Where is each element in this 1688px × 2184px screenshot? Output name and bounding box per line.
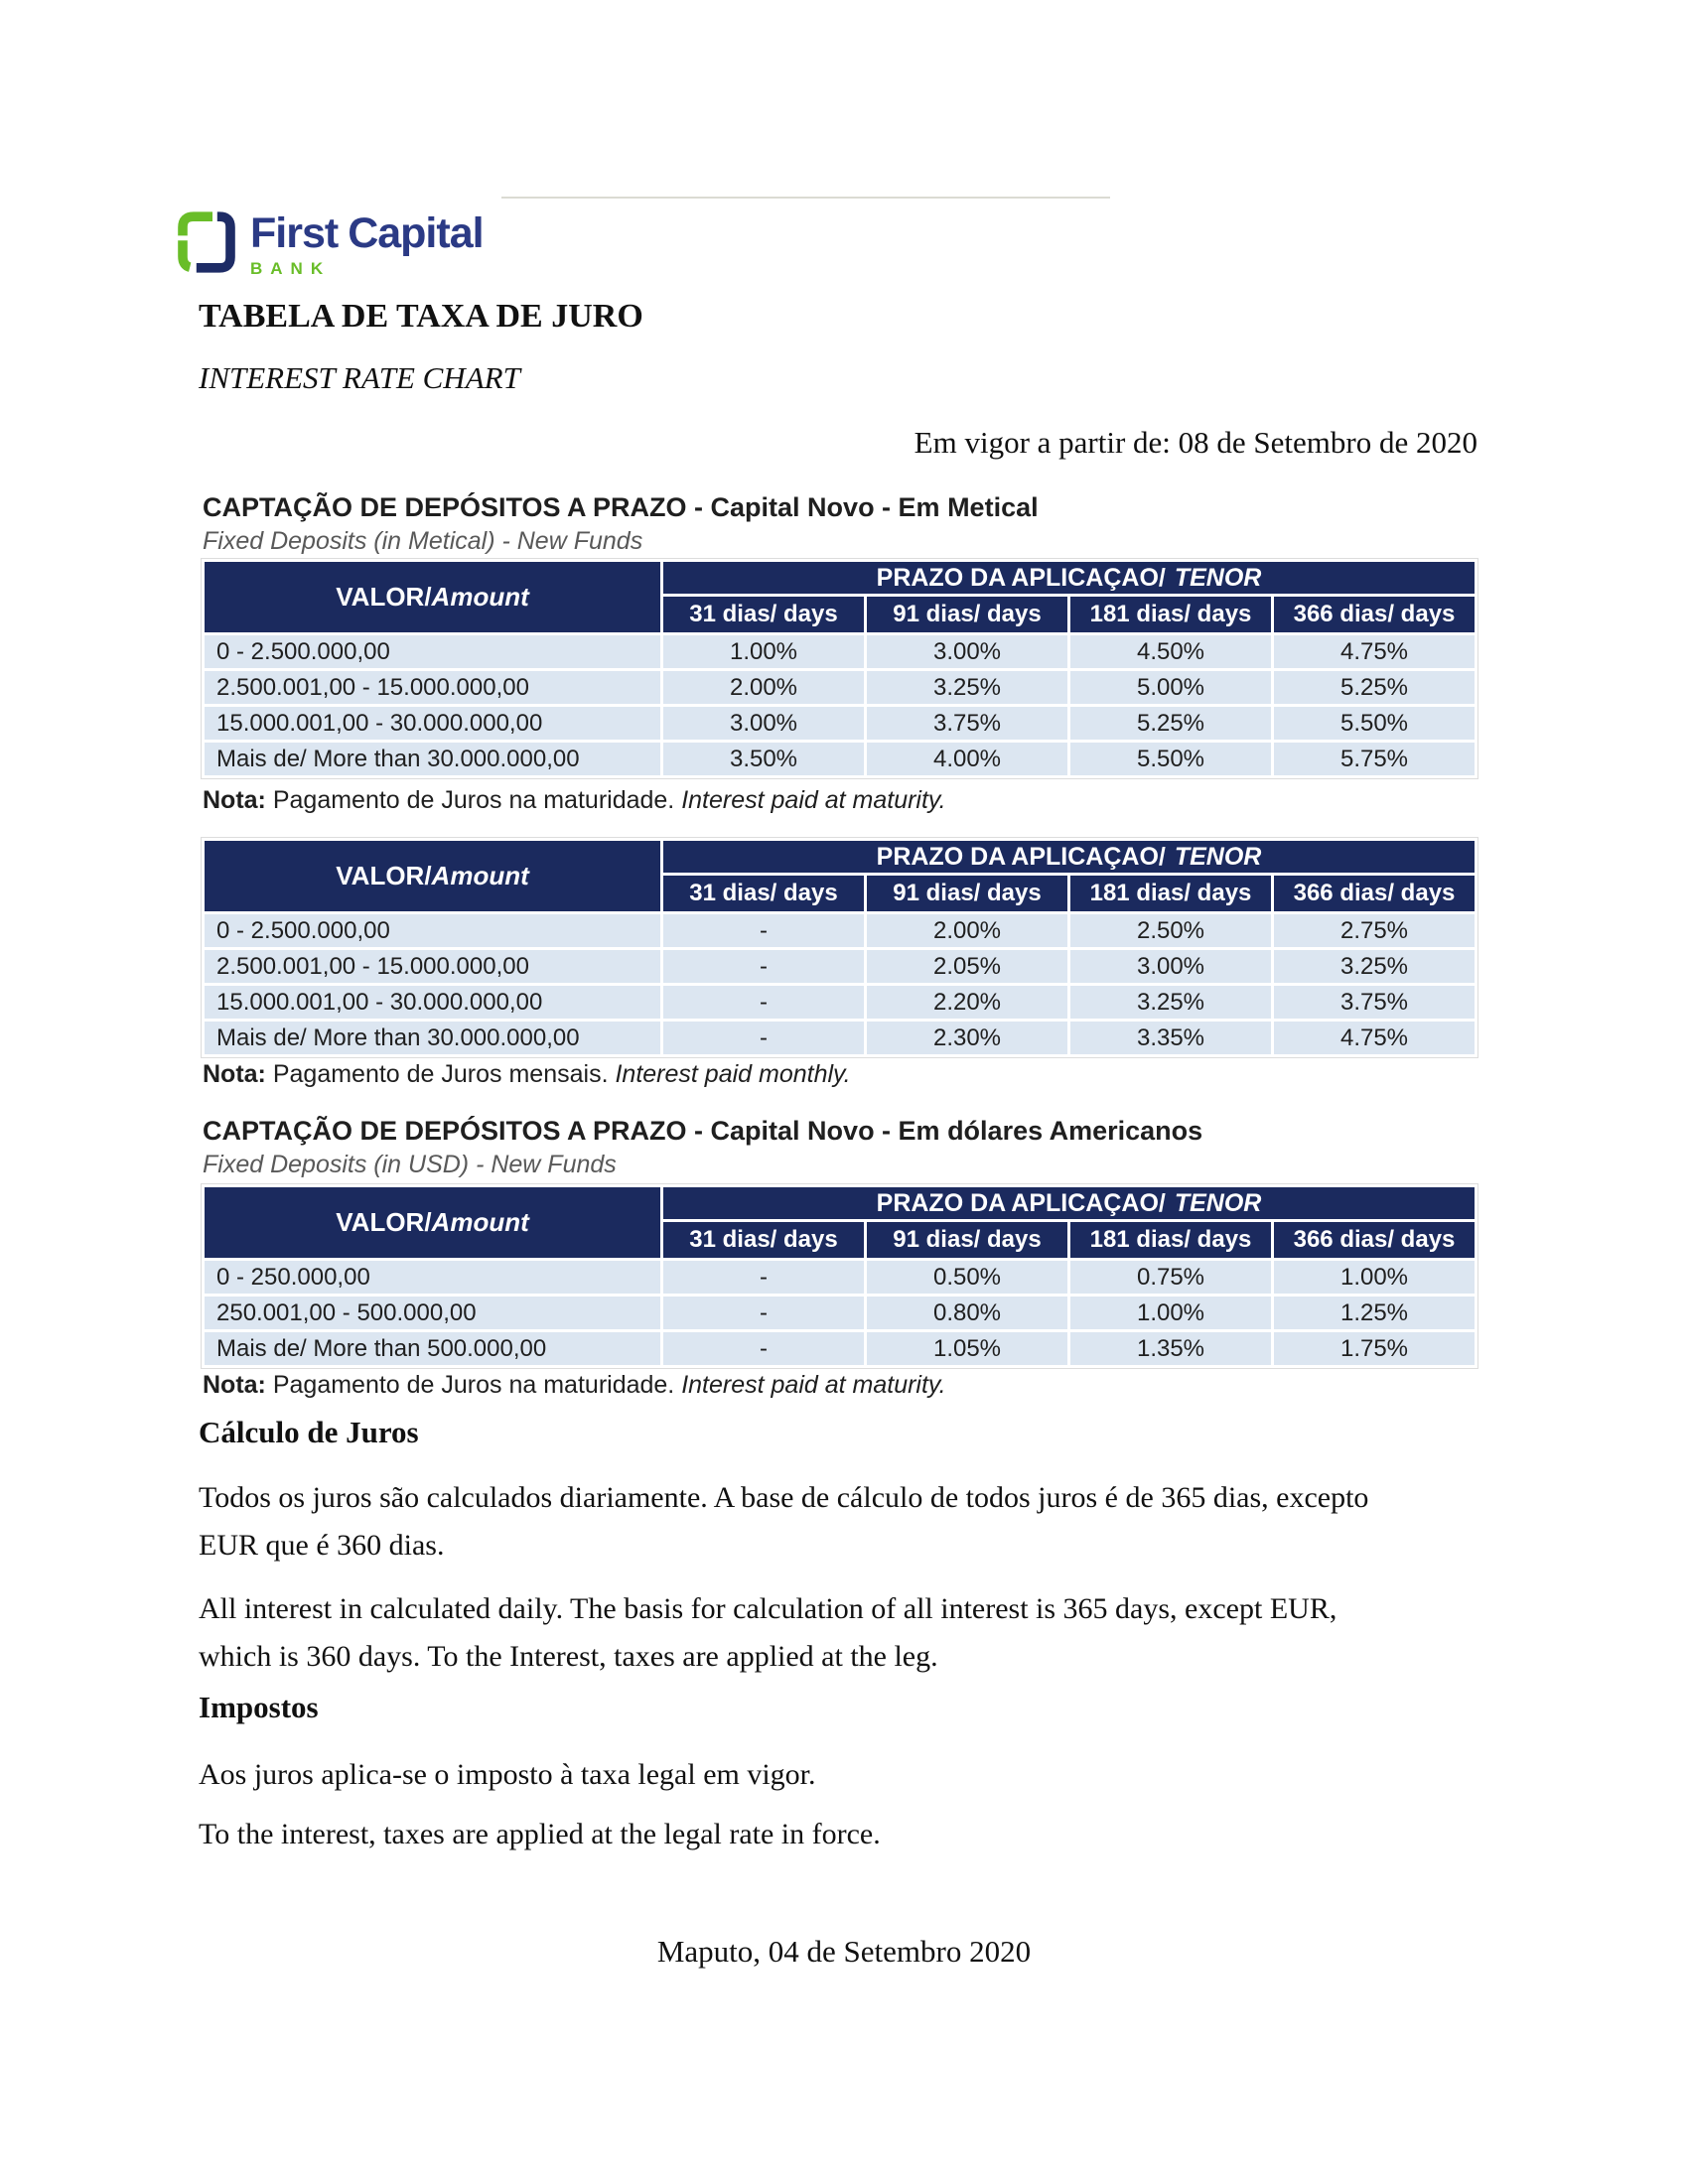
effective-date: Em vigor a partir de: 08 de Setembro de 2020 [914, 425, 1477, 460]
rate-cell: - [663, 1022, 864, 1054]
table-1-note [203, 786, 946, 815]
amount-label: Amount [431, 1207, 529, 1237]
rate-cell: 3.25% [1274, 950, 1475, 983]
rate-cell: 1.00% [663, 635, 864, 668]
rate-cell: 1.35% [1070, 1332, 1271, 1365]
note-label: Nota: [203, 786, 266, 814]
rate-cell: 2.20% [867, 986, 1067, 1019]
col-header-31: 31 dias/ days [663, 597, 864, 632]
tenor-label-en: TENOR [1174, 1188, 1262, 1217]
col-header-181: 181 dias/ days [1070, 1222, 1271, 1258]
amount-range: 15.000.001,00 - 30.000.000,00 [205, 986, 660, 1019]
rate-cell: 1.05% [867, 1332, 1067, 1365]
col-header-366: 366 dias/ days [1274, 876, 1475, 911]
rate-cell: 0.80% [867, 1297, 1067, 1329]
calc-pt-line-2: EUR que é 360 dias. [199, 1529, 445, 1562]
rate-cell: - [663, 950, 864, 983]
rate-cell: 4.00% [867, 743, 1067, 775]
rate-cell: 2.75% [1274, 914, 1475, 947]
rates-table-usd-maturity [201, 1183, 1478, 1369]
rate-cell: 3.35% [1070, 1022, 1271, 1054]
rate-cell: 2.05% [867, 950, 1067, 983]
rate-cell: 3.25% [867, 671, 1067, 704]
col-header-91: 91 dias/ days [867, 597, 1067, 632]
rate-cell: 5.50% [1274, 707, 1475, 740]
valor-header-cell [205, 841, 660, 911]
table-row [205, 743, 1475, 775]
amount-range: 250.001,00 - 500.000,00 [205, 1297, 660, 1329]
tenor-label-pt: PRAZO DA APLICAÇAO/ [876, 842, 1166, 871]
table-row [205, 671, 1475, 704]
valor-label: VALOR/ [336, 1207, 432, 1237]
amount-range: 0 - 2.500.000,00 [205, 914, 660, 947]
rate-cell: 3.75% [1274, 986, 1475, 1019]
valor-header-cell [205, 562, 660, 632]
calc-en-line-1: All interest in calculated daily. The basis for calculation of all interest is 365 days, except EUR, [199, 1592, 1337, 1625]
rate-cell: 4.75% [1274, 635, 1475, 668]
table-row [205, 914, 1475, 947]
section-2-heading: CAPTAÇÃO DE DEPÓSITOS A PRAZO - Capital Novo - Em dólares Americanos [203, 1116, 1203, 1146]
bank-logo-icon [177, 208, 236, 276]
calc-en-line-2: which is 360 days. To the Interest, taxes are applied at the leg. [199, 1640, 938, 1673]
rate-cell: 4.50% [1070, 635, 1271, 668]
table-row [205, 1332, 1475, 1365]
page-title: TABELA DE TAXA DE JURO [199, 298, 643, 335]
rate-cell: 1.00% [1070, 1297, 1271, 1329]
rate-cell: 3.00% [1070, 950, 1271, 983]
section-1-subheading: Fixed Deposits (in Metical) - New Funds [203, 527, 643, 555]
rate-cell: 2.00% [663, 671, 864, 704]
table-row [205, 1297, 1475, 1329]
rate-cell: 5.25% [1274, 671, 1475, 704]
rate-cell: - [663, 1261, 864, 1294]
tenor-header-cell [663, 1187, 1475, 1219]
table-3-note [203, 1371, 946, 1400]
tenor-label-en: TENOR [1174, 842, 1262, 871]
rate-cell: 1.25% [1274, 1297, 1475, 1329]
note-label: Nota: [203, 1371, 266, 1399]
tax-paragraph-en: To the interest, taxes are applied at the legal rate in force. [199, 1818, 881, 1850]
note-pt: Pagamento de Juros na maturidade. [265, 786, 682, 814]
rate-cell: 1.75% [1274, 1332, 1475, 1365]
calc-pt-line-1: Todos os juros são calculados diariamente. A base de cálculo de todos juros é de 365 dias, excepto [199, 1481, 1369, 1514]
page-subtitle: INTEREST RATE CHART [199, 360, 520, 395]
rate-cell: - [663, 1332, 864, 1365]
calc-paragraph-pt [199, 1474, 1509, 1570]
table-2-note [203, 1060, 851, 1089]
section-1-heading: CAPTAÇÃO DE DEPÓSITOS A PRAZO - Capital Novo - Em Metical [203, 492, 1039, 522]
brand-text [250, 210, 484, 279]
tenor-header-cell [663, 841, 1475, 873]
col-header-91: 91 dias/ days [867, 1222, 1067, 1258]
rates-table-metical-maturity [201, 558, 1478, 779]
tenor-header-cell [663, 562, 1475, 594]
col-header-31: 31 dias/ days [663, 876, 864, 911]
footer-location-date: Maputo, 04 de Setembro 2020 [656, 1934, 1032, 1969]
rate-cell: 3.00% [663, 707, 864, 740]
rate-cell: - [663, 1297, 864, 1329]
col-header-366: 366 dias/ days [1274, 597, 1475, 632]
rate-cell: 3.75% [867, 707, 1067, 740]
rate-cell: 1.00% [1274, 1261, 1475, 1294]
brand-bank-label: BANK [250, 259, 332, 278]
valor-label: VALOR/ [336, 582, 432, 612]
rate-cell: 3.25% [1070, 986, 1271, 1019]
calc-heading: Cálculo de Juros [199, 1415, 419, 1449]
rate-cell: - [663, 914, 864, 947]
tenor-label-pt: PRAZO DA APLICAÇAO/ [876, 1188, 1166, 1217]
amount-range: 2.500.001,00 - 15.000.000,00 [205, 950, 660, 983]
brand-capital: Capital [348, 209, 484, 257]
col-header-91: 91 dias/ days [867, 876, 1067, 911]
col-header-181: 181 dias/ days [1070, 597, 1271, 632]
rate-cell: - [663, 986, 864, 1019]
rate-cell: 2.50% [1070, 914, 1271, 947]
rate-cell: 3.50% [663, 743, 864, 775]
table-row [205, 635, 1475, 668]
amount-label: Amount [431, 582, 529, 612]
rate-cell: 5.00% [1070, 671, 1271, 704]
amount-range: Mais de/ More than 30.000.000,00 [205, 743, 660, 775]
rates-table-metical-monthly [201, 837, 1478, 1058]
note-en: Interest paid at maturity. [681, 786, 946, 814]
tenor-label-en: TENOR [1174, 563, 1262, 592]
tenor-label-pt: PRAZO DA APLICAÇAO/ [876, 563, 1166, 592]
brand-first: First [250, 209, 339, 257]
amount-label: Amount [431, 861, 529, 890]
rate-cell: 5.25% [1070, 707, 1271, 740]
rate-cell: 4.75% [1274, 1022, 1475, 1054]
table-row [205, 1261, 1475, 1294]
note-pt: Pagamento de Juros mensais. [265, 1060, 616, 1088]
note-pt: Pagamento de Juros na maturidade. [265, 1371, 682, 1399]
tax-paragraph-pt: Aos juros aplica-se o imposto à taxa legal em vigor. [199, 1758, 816, 1791]
amount-range: Mais de/ More than 30.000.000,00 [205, 1022, 660, 1054]
table-row [205, 950, 1475, 983]
amount-range: 0 - 2.500.000,00 [205, 635, 660, 668]
rate-cell: 5.75% [1274, 743, 1475, 775]
header-divider-line [501, 197, 1110, 199]
amount-range: 2.500.001,00 - 15.000.000,00 [205, 671, 660, 704]
note-en: Interest paid at maturity. [681, 1371, 946, 1399]
rate-cell: 5.50% [1070, 743, 1271, 775]
rate-cell: 3.00% [867, 635, 1067, 668]
rate-cell: 0.50% [867, 1261, 1067, 1294]
note-label: Nota: [203, 1060, 266, 1088]
valor-label: VALOR/ [336, 861, 432, 890]
section-2-subheading: Fixed Deposits (in USD) - New Funds [203, 1151, 617, 1178]
table-row [205, 986, 1475, 1019]
rate-cell: 2.00% [867, 914, 1067, 947]
table-row [205, 1022, 1475, 1054]
rate-cell: 0.75% [1070, 1261, 1271, 1294]
col-header-31: 31 dias/ days [663, 1222, 864, 1258]
amount-range: 0 - 250.000,00 [205, 1261, 660, 1294]
col-header-366: 366 dias/ days [1274, 1222, 1475, 1258]
col-header-181: 181 dias/ days [1070, 876, 1271, 911]
first-capital-bank-logo [177, 208, 236, 281]
amount-range: Mais de/ More than 500.000,00 [205, 1332, 660, 1365]
brand-wordmark [250, 210, 484, 256]
note-en: Interest paid monthly. [615, 1060, 851, 1088]
amount-range: 15.000.001,00 - 30.000.000,00 [205, 707, 660, 740]
table-row [205, 707, 1475, 740]
calc-paragraph-en [199, 1585, 1509, 1681]
valor-header-cell [205, 1187, 660, 1258]
tax-heading: Impostos [199, 1690, 319, 1724]
rate-cell: 2.30% [867, 1022, 1067, 1054]
